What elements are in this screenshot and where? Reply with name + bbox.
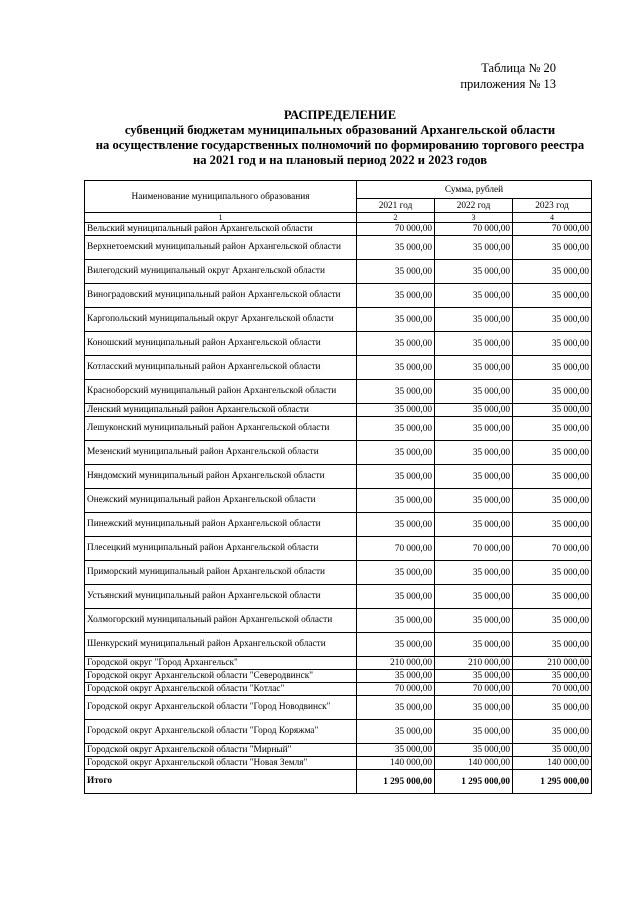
- municipality-name: Верхнетоемский муниципальный район Архангельской области: [85, 236, 357, 260]
- column-header-name: Наименование муниципального образования: [85, 181, 357, 213]
- table-row: [85, 441, 592, 465]
- table-row: [85, 332, 592, 356]
- amount-2023: 35 000,00: [513, 356, 592, 380]
- amount-2023: 35 000,00: [513, 609, 592, 633]
- municipality-name: Пинежский муниципальный район Архангельской области: [85, 513, 357, 537]
- amount-2023: 35 000,00: [513, 441, 592, 465]
- title-line-3: на 2021 год и на плановый период 2022 и 2023 годов: [192, 153, 488, 167]
- amount-2023: 210 000,00: [513, 657, 592, 670]
- table-row: [85, 284, 592, 308]
- table-row: [85, 380, 592, 404]
- table-row: [85, 356, 592, 380]
- table-row: [85, 537, 592, 561]
- municipality-name: Коношский муниципальный район Архангельской области: [85, 332, 357, 356]
- amount-2021: 35 000,00: [357, 513, 435, 537]
- municipality-name: Мезенский муниципальный район Архангельской области: [85, 441, 357, 465]
- municipality-name: Плесецкий муниципальный район Архангельской области: [85, 537, 357, 561]
- amount-2022: 35 000,00: [435, 465, 513, 489]
- amount-2022: 35 000,00: [435, 585, 513, 609]
- amount-2022: 35 000,00: [435, 332, 513, 356]
- amount-2021: 35 000,00: [357, 609, 435, 633]
- amount-2022: 35 000,00: [435, 513, 513, 537]
- amount-2021: 35 000,00: [357, 284, 435, 308]
- title-line-2: на осуществление государственных полномочий по формированию торгового реестра: [95, 138, 585, 152]
- total-2021: 1 295 000,00: [357, 770, 435, 794]
- amount-2023: 35 000,00: [513, 236, 592, 260]
- municipality-name: Каргопольский муниципальный округ Архангельской области: [85, 308, 357, 332]
- table-row: [85, 260, 592, 284]
- amount-2023: 35 000,00: [513, 633, 592, 657]
- municipality-name: Городской округ Архангельской области "Новая Земля": [85, 757, 357, 770]
- amount-2022: 35 000,00: [435, 670, 513, 683]
- municipality-name: Городской округ Архангельской области "Северодвинск": [85, 670, 357, 683]
- amount-2023: 35 000,00: [513, 417, 592, 441]
- budget-table: [84, 180, 592, 794]
- municipality-name: Котласский муниципальный район Архангельской области: [85, 356, 357, 380]
- amount-2021: 35 000,00: [357, 489, 435, 513]
- municipality-name: Шенкурский муниципальный район Архангельской области: [85, 633, 357, 657]
- amount-2021: 70 000,00: [357, 223, 435, 236]
- table-body: [85, 223, 592, 794]
- column-header-2022: 2022 год: [435, 199, 513, 213]
- municipality-name: Городской округ Архангельской области "Котлас": [85, 683, 357, 696]
- table-row: [85, 696, 592, 720]
- total-row: [85, 770, 592, 794]
- amount-2022: 35 000,00: [435, 561, 513, 585]
- amount-2022: 35 000,00: [435, 308, 513, 332]
- amount-2022: 35 000,00: [435, 356, 513, 380]
- amount-2023: 35 000,00: [513, 308, 592, 332]
- amount-2022: 70 000,00: [435, 683, 513, 696]
- amount-2023: 70 000,00: [513, 683, 592, 696]
- amount-2023: 35 000,00: [513, 284, 592, 308]
- municipality-name: Городской округ Архангельской области "Мирный": [85, 744, 357, 757]
- amount-2023: 140 000,00: [513, 757, 592, 770]
- document-title: [84, 108, 596, 168]
- amount-2021: 35 000,00: [357, 633, 435, 657]
- total-label: Итого: [85, 770, 357, 794]
- municipality-name: Вельский муниципальный район Архангельской области: [85, 223, 357, 236]
- amount-2022: 35 000,00: [435, 744, 513, 757]
- amount-2022: 35 000,00: [435, 489, 513, 513]
- municipality-name: Устьянский муниципальный район Архангельской области: [85, 585, 357, 609]
- table-row: [85, 657, 592, 670]
- amount-2023: 35 000,00: [513, 585, 592, 609]
- municipality-name: Ленский муниципальный район Архангельской области: [85, 404, 357, 417]
- table-row: [85, 757, 592, 770]
- title-line-1: субвенций бюджетам муниципальных образований Архангельской области: [124, 123, 556, 137]
- amount-2022: 35 000,00: [435, 236, 513, 260]
- municipality-name: Онежский муниципальный район Архангельской области: [85, 489, 357, 513]
- total-2022: 1 295 000,00: [435, 770, 513, 794]
- table-row: [85, 670, 592, 683]
- table-label: Таблица № 20: [481, 61, 556, 75]
- municipality-name: Городской округ Архангельской области "Город Коряжма": [85, 720, 357, 744]
- municipality-name: Виноградовский муниципальный район Архангельской области: [85, 284, 357, 308]
- table-row: [85, 633, 592, 657]
- amount-2023: 35 000,00: [513, 380, 592, 404]
- amount-2022: 35 000,00: [435, 609, 513, 633]
- amount-2021: 35 000,00: [357, 465, 435, 489]
- amount-2022: 35 000,00: [435, 633, 513, 657]
- table-row: [85, 489, 592, 513]
- municipality-name: Приморский муниципальный район Архангельской области: [85, 561, 357, 585]
- amount-2023: 35 000,00: [513, 670, 592, 683]
- amount-2023: 35 000,00: [513, 561, 592, 585]
- amount-2023: 35 000,00: [513, 404, 592, 417]
- amount-2023: 35 000,00: [513, 465, 592, 489]
- amount-2021: 70 000,00: [357, 683, 435, 696]
- table-row: [85, 744, 592, 757]
- amount-2022: 35 000,00: [435, 720, 513, 744]
- amount-2023: 35 000,00: [513, 260, 592, 284]
- amount-2021: 35 000,00: [357, 308, 435, 332]
- amount-2023: 35 000,00: [513, 720, 592, 744]
- amount-2021: 35 000,00: [357, 404, 435, 417]
- municipality-name: Городской округ Архангельской области "Город Новодвинск": [85, 696, 357, 720]
- document-header: [460, 60, 556, 92]
- column-index: 1: [85, 213, 357, 223]
- table-row: [85, 720, 592, 744]
- amount-2022: 35 000,00: [435, 417, 513, 441]
- amount-2023: 35 000,00: [513, 513, 592, 537]
- column-index: 3: [435, 213, 513, 223]
- amount-2022: 140 000,00: [435, 757, 513, 770]
- amount-2022: 35 000,00: [435, 380, 513, 404]
- amount-2023: 35 000,00: [513, 332, 592, 356]
- amount-2021: 210 000,00: [357, 657, 435, 670]
- table-row: [85, 404, 592, 417]
- amount-2022: 35 000,00: [435, 441, 513, 465]
- table-row: [85, 236, 592, 260]
- table-row: [85, 465, 592, 489]
- table-row: [85, 308, 592, 332]
- table-row: [85, 561, 592, 585]
- amount-2021: 35 000,00: [357, 260, 435, 284]
- amount-2022: 35 000,00: [435, 260, 513, 284]
- amount-2021: 35 000,00: [357, 720, 435, 744]
- municipality-name: Холмогорский муниципальный район Архангельской области: [85, 609, 357, 633]
- column-header-sum: Сумма, рублей: [357, 181, 592, 199]
- appendix-label: приложения № 13: [460, 77, 556, 91]
- column-index: 4: [513, 213, 592, 223]
- amount-2021: 35 000,00: [357, 696, 435, 720]
- table-row: [85, 609, 592, 633]
- column-index: 2: [357, 213, 435, 223]
- amount-2023: 35 000,00: [513, 696, 592, 720]
- amount-2021: 35 000,00: [357, 332, 435, 356]
- table-row: [85, 417, 592, 441]
- column-header-2023: 2023 год: [513, 199, 592, 213]
- amount-2023: 35 000,00: [513, 744, 592, 757]
- amount-2021: 35 000,00: [357, 380, 435, 404]
- total-2023: 1 295 000,00: [513, 770, 592, 794]
- amount-2022: 210 000,00: [435, 657, 513, 670]
- column-header-2021: 2021 год: [357, 199, 435, 213]
- amount-2022: 35 000,00: [435, 284, 513, 308]
- amount-2021: 35 000,00: [357, 441, 435, 465]
- municipality-name: Вилегодский муниципальный округ Архангельской области: [85, 260, 357, 284]
- amount-2023: 70 000,00: [513, 537, 592, 561]
- amount-2022: 35 000,00: [435, 696, 513, 720]
- municipality-name: Няндомский муниципальный район Архангельской области: [85, 465, 357, 489]
- amount-2021: 70 000,00: [357, 537, 435, 561]
- amount-2021: 35 000,00: [357, 585, 435, 609]
- table-row: [85, 585, 592, 609]
- amount-2021: 35 000,00: [357, 561, 435, 585]
- amount-2023: 70 000,00: [513, 223, 592, 236]
- amount-2022: 70 000,00: [435, 537, 513, 561]
- amount-2021: 35 000,00: [357, 236, 435, 260]
- table-row: [85, 683, 592, 696]
- title-main: РАСПРЕДЕЛЕНИЕ: [283, 108, 397, 122]
- amount-2022: 35 000,00: [435, 404, 513, 417]
- amount-2021: 35 000,00: [357, 744, 435, 757]
- table-row: [85, 223, 592, 236]
- amount-2021: 35 000,00: [357, 670, 435, 683]
- table-row: [85, 513, 592, 537]
- amount-2021: 140 000,00: [357, 757, 435, 770]
- municipality-name: Красноборский муниципальный район Архангельской области: [85, 380, 357, 404]
- amount-2021: 35 000,00: [357, 356, 435, 380]
- municipality-name: Лешуконский муниципальный район Архангельской области: [85, 417, 357, 441]
- amount-2021: 35 000,00: [357, 417, 435, 441]
- amount-2022: 70 000,00: [435, 223, 513, 236]
- municipality-name: Городской округ "Город Архангельск": [85, 657, 357, 670]
- amount-2023: 35 000,00: [513, 489, 592, 513]
